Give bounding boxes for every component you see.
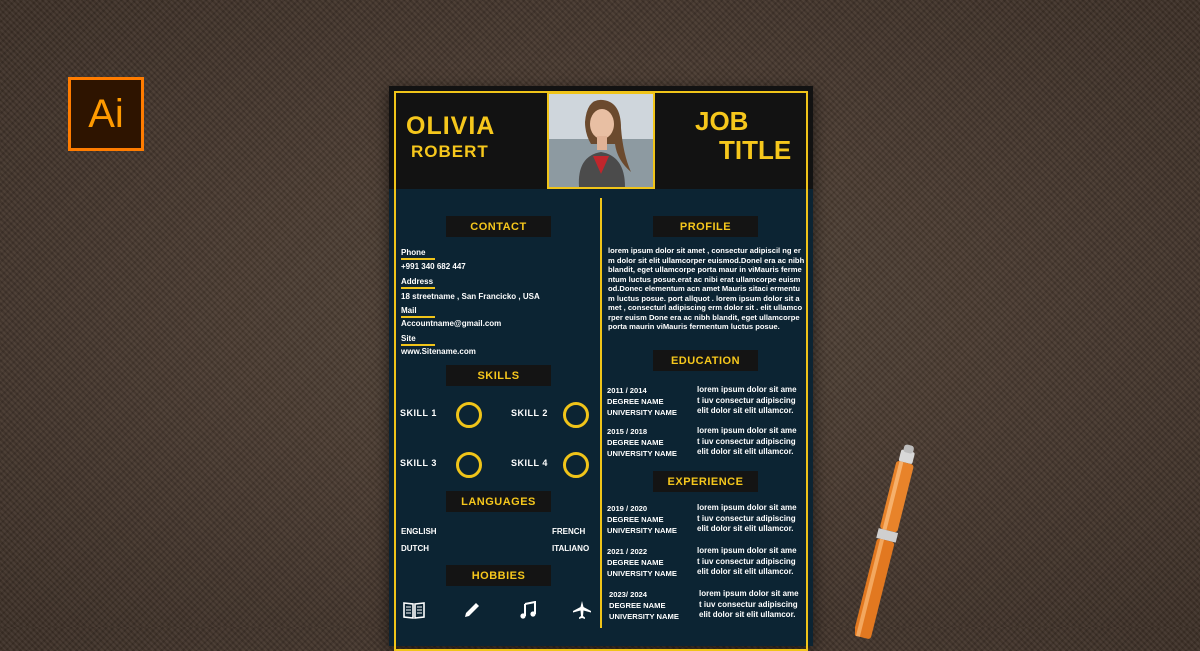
language-italiano: ITALIANO bbox=[552, 544, 590, 553]
first-name: OLIVIA bbox=[406, 112, 496, 140]
experience-entry-1-desc bbox=[697, 503, 807, 535]
phone-label: Phone bbox=[401, 248, 426, 257]
hobbies-heading: HOBBIES bbox=[446, 565, 551, 586]
experience-2-years: 2021 / 2022 bbox=[607, 547, 648, 556]
education-1-desc1: lorem ipsum dolor sit ame bbox=[697, 385, 797, 394]
experience-1-desc3: elit dolor sit elit ullamcor. bbox=[697, 524, 794, 533]
job-title-line2: TITLE bbox=[719, 135, 792, 165]
education-2-desc2: t iuv consectur adipiscing bbox=[697, 436, 796, 446]
phone-value: +991 340 682 447 bbox=[401, 262, 466, 271]
address-underline bbox=[401, 287, 435, 289]
experience-3-university: UNIVERSITY NAME bbox=[609, 612, 679, 621]
resume-document bbox=[389, 86, 813, 646]
experience-1-years: 2019 / 2020 bbox=[607, 504, 648, 513]
job-title bbox=[695, 107, 791, 165]
experience-3-desc3: elit dolor sit elit ullamcor. bbox=[699, 610, 796, 619]
experience-2-desc3: elit dolor sit elit ullamcor. bbox=[697, 567, 794, 576]
experience-entry-3-desc bbox=[699, 589, 809, 621]
profile-photo bbox=[547, 92, 655, 189]
experience-3-years: 2023/ 2024 bbox=[609, 590, 648, 599]
skill-1-label: SKILL 1 bbox=[400, 408, 437, 418]
skills-heading: SKILLS bbox=[446, 365, 551, 386]
education-1-desc3: elit dolor sit elit ullamcor. bbox=[697, 406, 794, 415]
person-portrait-icon bbox=[549, 94, 653, 187]
education-1-university: UNIVERSITY NAME bbox=[607, 408, 677, 417]
profile-heading: PROFILE bbox=[653, 216, 758, 237]
experience-3-desc2: t iuv consectur adipiscing bbox=[699, 599, 798, 609]
site-label: Site bbox=[401, 334, 416, 343]
experience-1-degree: DEGREE NAME bbox=[607, 515, 664, 524]
experience-entry-3-meta bbox=[609, 589, 679, 622]
music-icon bbox=[516, 598, 540, 622]
experience-3-desc1: lorem ipsum dolor sit ame bbox=[699, 589, 799, 598]
language-dutch: DUTCH bbox=[401, 544, 429, 553]
education-1-degree: DEGREE NAME bbox=[607, 397, 664, 406]
address-label: Address bbox=[401, 277, 434, 286]
contact-heading: CONTACT bbox=[446, 216, 551, 237]
pen-icon bbox=[855, 440, 915, 640]
illustrator-logo-text: Ai bbox=[88, 91, 124, 136]
column-divider bbox=[600, 198, 602, 628]
experience-1-desc2: t iuv consectur adipiscing bbox=[697, 513, 796, 523]
education-1-years: 2011 / 2014 bbox=[607, 386, 647, 395]
experience-entry-1-meta bbox=[607, 503, 677, 536]
language-french: FRENCH bbox=[552, 527, 586, 536]
mail-value: Accountname@gmail.com bbox=[401, 319, 502, 328]
education-2-university: UNIVERSITY NAME bbox=[607, 449, 677, 458]
skill-2-ring bbox=[563, 402, 589, 428]
education-2-desc3: elit dolor sit elit ullamcor. bbox=[697, 447, 794, 456]
mail-underline bbox=[401, 316, 435, 318]
experience-2-university: UNIVERSITY NAME bbox=[607, 569, 677, 578]
address-value: 18 streetname , San Francicko , USA bbox=[401, 292, 540, 301]
airplane-icon bbox=[570, 598, 594, 622]
skill-3-ring bbox=[456, 452, 482, 478]
job-title-line1: JOB bbox=[695, 106, 749, 136]
skill-4-ring bbox=[563, 452, 589, 478]
education-1-desc2: t iuv consectur adipiscing bbox=[697, 395, 796, 405]
experience-1-university: UNIVERSITY NAME bbox=[607, 526, 677, 535]
mail-label: Mail bbox=[401, 306, 417, 315]
languages-heading: LANGUAGES bbox=[446, 491, 551, 512]
skill-3-label: SKILL 3 bbox=[400, 458, 437, 468]
resume-header bbox=[389, 86, 813, 189]
experience-3-degree: DEGREE NAME bbox=[609, 601, 666, 610]
skill-4-label: SKILL 4 bbox=[511, 458, 548, 468]
education-2-degree: DEGREE NAME bbox=[607, 438, 664, 447]
last-name: ROBERT bbox=[411, 142, 489, 161]
experience-2-degree: DEGREE NAME bbox=[607, 558, 664, 567]
pencil-icon bbox=[460, 598, 484, 622]
education-entry-1-meta bbox=[607, 385, 677, 418]
skill-2-label: SKILL 2 bbox=[511, 408, 548, 418]
book-icon bbox=[402, 598, 426, 622]
experience-2-desc1: lorem ipsum dolor sit ame bbox=[697, 546, 797, 555]
illustrator-logo bbox=[68, 77, 144, 151]
site-value: www.Sitename.com bbox=[401, 347, 476, 356]
education-entry-2-meta bbox=[607, 426, 677, 459]
experience-entry-2-meta bbox=[607, 546, 677, 579]
skill-1-ring bbox=[456, 402, 482, 428]
phone-underline bbox=[401, 258, 435, 260]
language-english: ENGLISH bbox=[401, 527, 437, 536]
education-heading: EDUCATION bbox=[653, 350, 758, 371]
profile-text: lorem ipsum dolor sit amet , consectur adipiscil ng erm dolor sit elit ullamcorper euismod.Donel era ac nibh blandit, eget ullamcorpe porta maur in viMauris fermentum luctus posue.erat ac nibi erat ullamcorpe euismod.Donec elementum acn amet Mauris sitaci ermentum luctus posue. port allquot . lorem ipsum dolor sit amet , consecturl adipiscing erm dolor sit . elit ullamcorper euism Done era ac nibh blandit, eget ullamcorpe porta maurin viMauris fermentum luctus posue. bbox=[608, 246, 805, 331]
experience-2-desc2: t iuv consectur adipiscing bbox=[697, 556, 796, 566]
education-entry-2-desc bbox=[697, 426, 807, 458]
experience-1-desc1: lorem ipsum dolor sit ame bbox=[697, 503, 797, 512]
site-underline bbox=[401, 344, 435, 346]
education-entry-1-desc bbox=[697, 385, 807, 417]
experience-heading: EXPERIENCE bbox=[653, 471, 758, 492]
education-2-years: 2015 / 2018 bbox=[607, 427, 648, 436]
experience-entry-2-desc bbox=[697, 546, 807, 578]
education-2-desc1: lorem ipsum dolor sit ame bbox=[697, 426, 797, 435]
